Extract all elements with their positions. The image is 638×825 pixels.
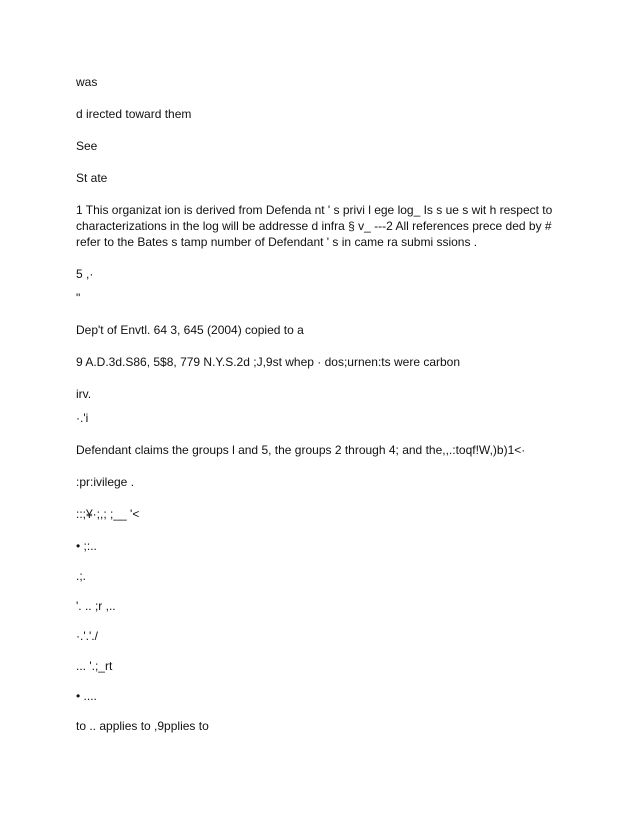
text-line-was: was — [76, 75, 98, 89]
text-line-defendant-claims: Defendant claims the groups l and 5, the groups 2 through 4; and the,,.:toqf!W,)b)1<· — [76, 443, 526, 457]
text-line-see: See — [76, 139, 98, 153]
text-line-noise-4: ·.'.'./ — [76, 629, 98, 643]
text-line-bullet-2: • .... — [76, 689, 97, 703]
text-line-rt: ... '.;_rt — [76, 659, 113, 673]
citation-line-envtl: Dep't of Envtl. 64 3, 645 (2004) copied to a — [76, 323, 304, 337]
text-line-applies: to .. applies to ,9pplies to — [76, 719, 209, 733]
text-line-quote: " — [76, 291, 81, 305]
text-line-state: St ate — [76, 171, 108, 185]
text-line-noise-3: '. .. ;r ,.. — [76, 599, 116, 613]
citation-line-ad3d: 9 A.D.3d.S86, 5$8, 779 N.Y.S.2d ;J,9st whep · dos;urnen:ts were carbon — [76, 355, 461, 369]
text-line-directed: d irected toward them — [76, 107, 192, 121]
text-line-5: 5 ,· — [76, 267, 94, 281]
text-line-noise-1: ::;¥·;,; ;__ '< — [76, 507, 140, 521]
text-line-bullet-1: • ;:.. — [76, 539, 97, 553]
text-line-irv: irv. — [76, 387, 92, 401]
text-line-i: ·.'i — [76, 411, 89, 425]
text-line-privilege: :pr:ivilege . — [76, 475, 135, 489]
footnote-paragraph: 1 This organizat ion is derived from Defenda nt ' s privi l ege log_ Is s ue s wit h respect to characterizations in the log will be addresse d infra § v_ ---2 All references prece ded by # refer to the Bates s tamp number of Defendant ' s in came ra submi ssions . — [76, 203, 556, 249]
text-line-noise-2: .;. — [76, 569, 87, 583]
